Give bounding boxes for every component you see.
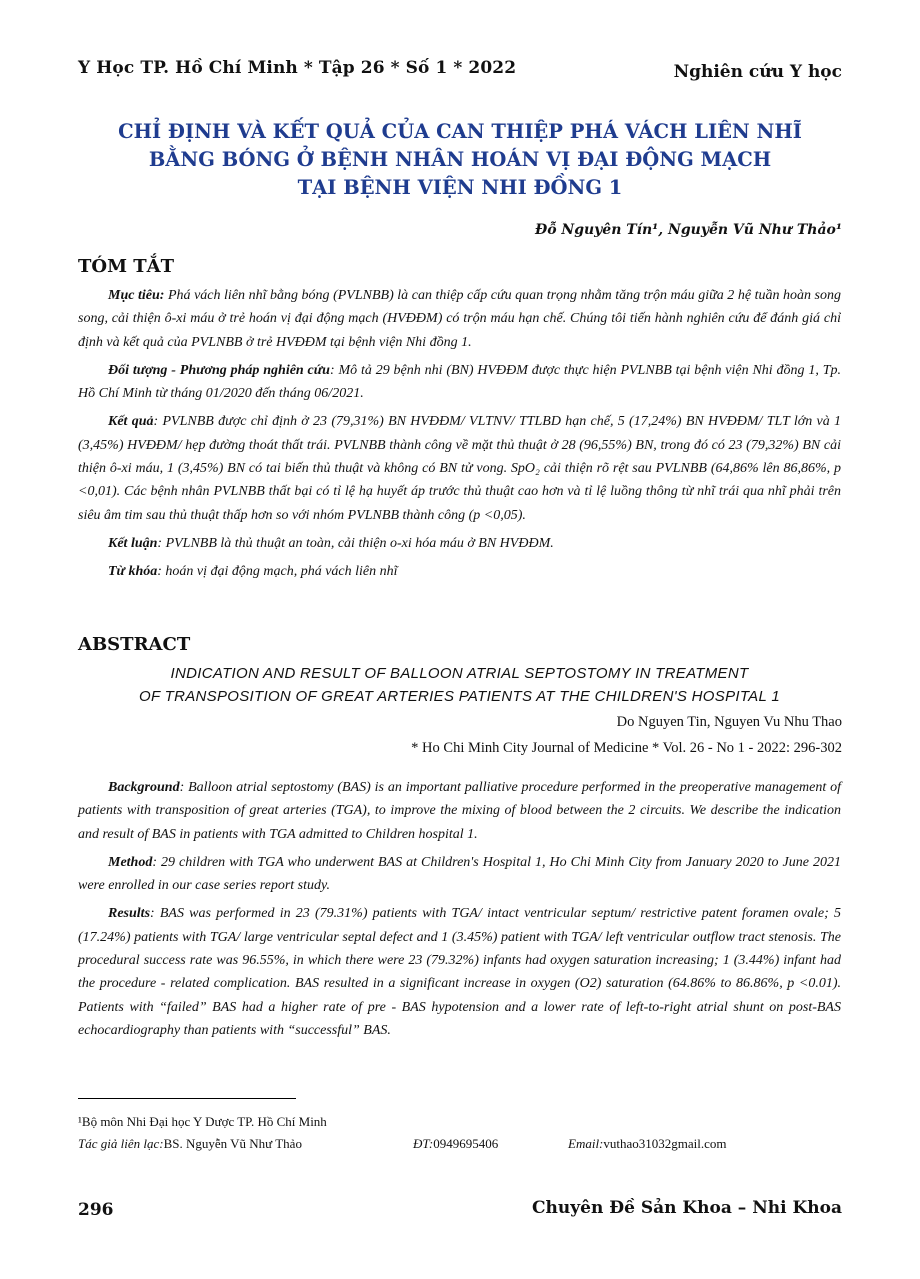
vn-result-text: : PVLNBB được chỉ định ở 23 (79,31%) BN HVĐĐM/ VLTNV/ TTLBD hạn chế, 5 (17,24%) BN HVĐĐM/ TLT lớn và 1 (3,45%) HVĐĐM/ hẹp đường thoát thất trái. PVLNBB thành công về mặt thủ thuật ở 28 (96,55%) BN, trong đó có 23 (79,32%) BN cải thiện ô-xi máu, 1 (3,45%) BN có tai biến thủ thuật và không có BN tử vong. SpO₂ cải thiện rõ rệt sau PVLNBB (64,86% lên 86,86%, p <0,01). Các bệnh nhân PVLNBB thất bại có tỉ lệ hạ huyết áp trước thủ thuật cao hơn và tỉ lệ luồng thông từ nhĩ trái qua nhĩ phải trên siêu âm tim sau thủ thuật thấp hơn so với nhóm PVLNBB thành công (p <0,05).	[78, 414, 842, 523]
vn-objective-text: Phá vách liên nhĩ bằng bóng (PVLNBB) là can thiệp cấp cứu quan trọng nhằm tăng trộn máu giữa 2 hệ tuần hoàn song song, cải thiện ô-xi máu ở trẻ hoán vị đại động mạch (HVĐĐM) có trộn máu hạn chế. Chúng tôi tiến hành nghiên cứu để đánh giá chỉ định và kết quả của PVLNBB ở trẻ HVĐĐM tại bệnh viện Nhi đồng 1.	[78, 288, 841, 350]
email-label: Email:	[568, 1136, 604, 1151]
en-author-list: Do Nguyen Tin, Nguyen Vu Nhu Thao	[616, 714, 842, 730]
vn-result-paragraph	[78, 410, 841, 526]
vn-conclusion-text: : PVLNBB là thủ thuật an toàn, cải thiện o-xi hóa máu ở BN HVĐĐM.	[157, 535, 554, 551]
en-article-title	[78, 662, 841, 708]
vn-method-text: : Mô tả 29 bệnh nhi (BN) HVĐĐM được thực hiện PVLNBB tại bệnh viện Nhi đồng 1, Tp. Hồ Chí Minh từ tháng 01/2020 đến tháng 06/2021.	[78, 362, 841, 402]
email-address: vuthao31032gmail.com	[603, 1136, 727, 1151]
title-line-2: BẰNG BÓNG Ở BỆNH NHÂN HOÁN VỊ ĐẠI ĐỘNG MẠCH	[148, 148, 772, 171]
title-line-3: TẠI BỆNH VIỆN NHI ĐỒNG 1	[297, 176, 623, 199]
en-results-paragraph	[78, 902, 841, 1042]
vn-result-label: Kết quả	[108, 414, 154, 430]
footnote-divider	[78, 1098, 296, 1099]
en-abstract-body	[78, 776, 841, 1047]
en-method-paragraph	[78, 851, 841, 898]
en-abstract-heading: ABSTRACT	[78, 634, 191, 655]
en-citation: * Ho Chi Minh City Journal of Medicine * Vol. 26 - No 1 - 2022: 296-302	[411, 740, 842, 756]
affiliation-footnote: ¹Bộ môn Nhi Đại học Y Dược TP. Hồ Chí Minh	[78, 1114, 327, 1129]
contact-label: Tác giả liên lạc:	[78, 1136, 164, 1151]
vn-objective-label: Mục tiêu:	[108, 288, 165, 303]
en-results-text: : BAS was performed in 23 (79.31%) patients with TGA/ intact ventricular septum/ restrictive patent foramen ovale; 5 (17.24%) patients with TGA/ large ventricular septal defect and 1 (3.45%) patient with TGA/ left ventricular outflow tract stenosis. The procedural success rate was 96.55%, in which there were 23 (79.32%) infants had oxygen saturation increasing; 1 (3.44%) infant had the procedure - related complication. BAS resulted in a significant increase in oxygen (O2) saturation (64.86% to 86.86%, p <0.01). Patients with “failed” BAS had a higher rate of pre - BAS hypotension and a lower rate of left-to-right atrial shunt on post-BAS echocardiography than patients with “successful” BAS.	[78, 906, 841, 1038]
contact-name: BS. Nguyễn Vũ Như Thảo	[163, 1136, 302, 1151]
en-method-text: : 29 children with TGA who underwent BAS at Children's Hospital 1, Ho Chi Minh City from January 2020 to June 2021 were enrolled in our case series report study.	[78, 854, 841, 894]
vn-conclusion-paragraph	[78, 532, 841, 555]
en-background-paragraph	[78, 776, 841, 846]
journal-header: Y Học TP. Hồ Chí Minh * Tập 26 * Số 1 * 2022	[78, 58, 517, 78]
vn-method-paragraph	[78, 359, 841, 406]
en-method-label: Method	[108, 854, 153, 870]
contact-footnote	[78, 1136, 841, 1152]
series-footer: Chuyên Đề Sản Khoa – Nhi Khoa	[532, 1198, 842, 1218]
vn-objective-paragraph	[78, 284, 841, 354]
vn-method-label: Đối tượng - Phương pháp nghiên cứu	[108, 362, 330, 378]
article-title	[60, 118, 860, 202]
author-list: Đỗ Nguyên Tín¹, Nguyễn Vũ Như Thảo¹	[534, 222, 842, 238]
en-background-label: Background	[108, 780, 180, 795]
vn-keywords-label: Từ khóa	[108, 564, 158, 580]
vn-keywords-text: : hoán vị đại động mạch, phá vách liên nhĩ	[157, 564, 398, 580]
contact-author	[78, 1136, 413, 1152]
title-line-1: CHỈ ĐỊNH VÀ KẾT QUẢ CỦA CAN THIỆP PHÁ VÁCH LIÊN NHĨ	[118, 120, 802, 143]
phone-number: 0949695406	[433, 1136, 499, 1151]
en-background-text: : Balloon atrial septostomy (BAS) is an important palliative procedure performed in the preoperative management of patients with transposition of great arteries (TGA), to improve the mixing of blood between the 2 circuits. We describe the indication and result of BAS in patients with TGA admitted to Children hospital 1.	[78, 780, 841, 842]
page-number: 296	[78, 1200, 114, 1220]
contact-email	[568, 1136, 727, 1152]
vn-conclusion-label: Kết luận	[108, 535, 158, 551]
vn-abstract-heading: TÓM TẮT	[78, 256, 175, 277]
vn-keywords-paragraph	[78, 560, 841, 583]
phone-label: ĐT:	[413, 1136, 434, 1151]
en-title-line-1: INDICATION AND RESULT OF BALLOON ATRIAL SEPTOSTOMY IN TREATMENT	[170, 665, 749, 682]
vn-abstract-body	[78, 284, 841, 589]
en-results-label: Results	[108, 906, 151, 922]
en-title-line-2: OF TRANSPOSITION OF GREAT ARTERIES PATIENTS AT THE CHILDREN'S HOSPITAL 1	[139, 688, 780, 705]
section-header: Nghiên cứu Y học	[673, 62, 842, 82]
contact-phone	[413, 1136, 568, 1152]
